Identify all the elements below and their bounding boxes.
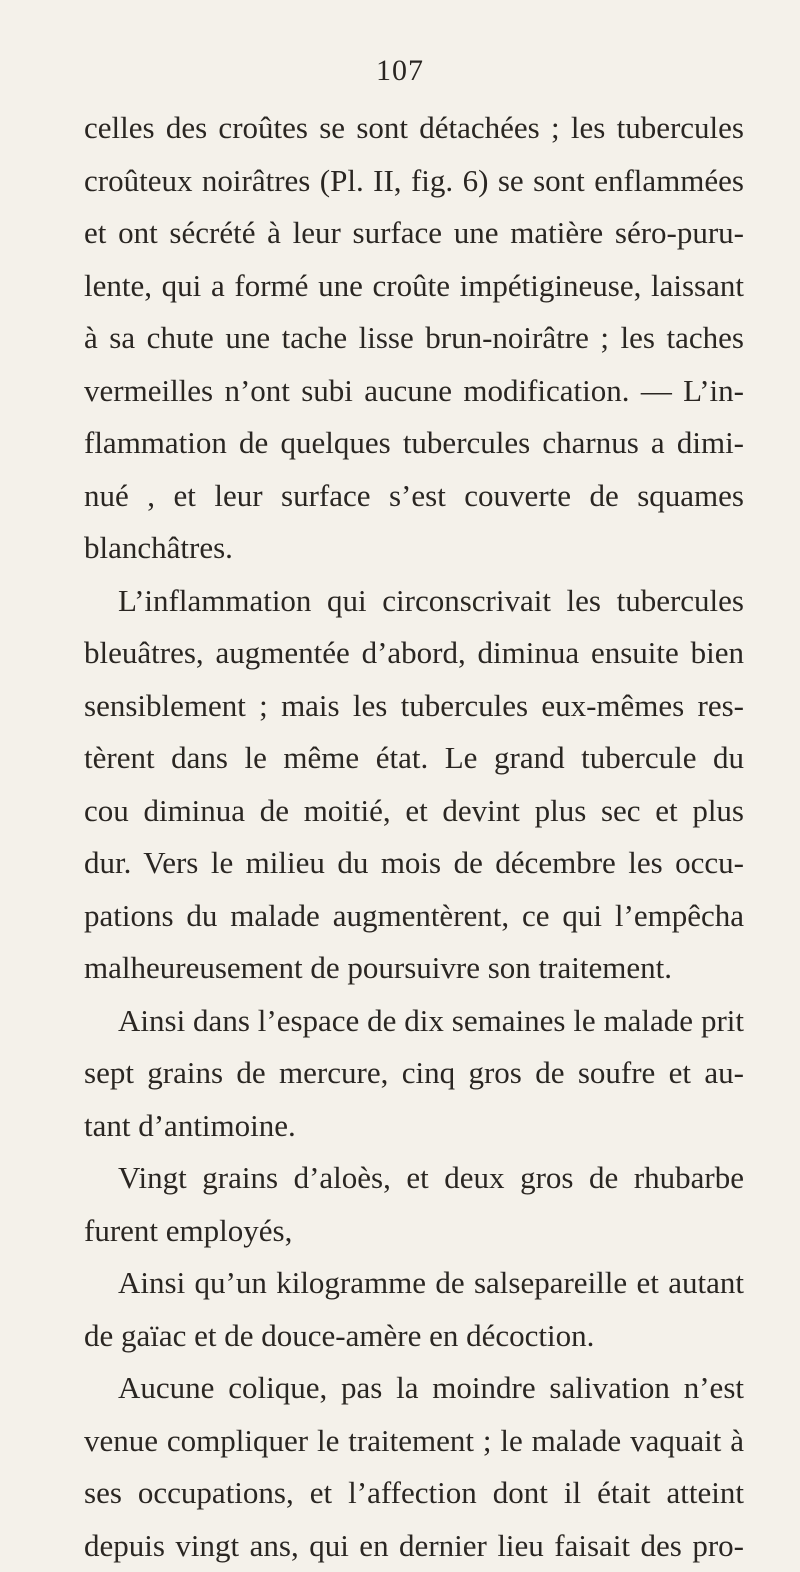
text-line: venue compliquer le traitement ; le malade vaquait à <box>84 1415 744 1468</box>
text-line: de gaïac et de douce-amère en décoction. <box>84 1310 744 1363</box>
page-number: 107 <box>0 54 800 88</box>
text-line: depuis vingt ans, qui en dernier lieu faisait des pro- <box>84 1520 744 1572</box>
text-line: tèrent dans le même état. Le grand tubercule du <box>84 732 744 785</box>
text-line: sept grains de mercure, cinq gros de soufre et au- <box>84 1047 744 1100</box>
text-line: sensiblement ; mais les tubercules eux-mêmes res- <box>84 680 744 733</box>
text-line: tant d’antimoine. <box>84 1100 744 1153</box>
text-line: lente, qui a formé une croûte impétigineuse, laissant <box>84 260 744 313</box>
text-line: cou diminua de moitié, et devint plus sec et plus <box>84 785 744 838</box>
text-line: dur. Vers le milieu du mois de décembre les occu- <box>84 837 744 890</box>
text-line: Ainsi dans l’espace de dix semaines le malade prit <box>84 995 744 1048</box>
text-line: Vingt grains d’aloès, et deux gros de rhubarbe <box>84 1152 744 1205</box>
text-line: pations du malade augmentèrent, ce qui l’empêcha <box>84 890 744 943</box>
text-line: ses occupations, et l’affection dont il était atteint <box>84 1467 744 1520</box>
text-line: et ont sécrété à leur surface une matière séro-puru- <box>84 207 744 260</box>
text-line: malheureusement de poursuivre son traitement. <box>84 942 744 995</box>
text-line: L’inflammation qui circonscrivait les tubercules <box>84 575 744 628</box>
text-line: Ainsi qu’un kilogramme de salsepareille et autant <box>84 1257 744 1310</box>
text-line: à sa chute une tache lisse brun-noirâtre ; les taches <box>84 312 744 365</box>
text-line: Aucune colique, pas la moindre salivation n’est <box>84 1362 744 1415</box>
text-line: blanchâtres. <box>84 522 744 575</box>
text-line: furent employés, <box>84 1205 744 1258</box>
text-line: flammation de quelques tubercules charnus a dimi- <box>84 417 744 470</box>
text-line: celles des croûtes se sont détachées ; les tubercules <box>84 102 744 155</box>
body-text <box>84 102 744 1572</box>
text-line: croûteux noirâtres (Pl. II, fig. 6) se sont enflammées <box>84 155 744 208</box>
text-line: nué , et leur surface s’est couverte de squames <box>84 470 744 523</box>
text-line: vermeilles n’ont subi aucune modification. — L’in- <box>84 365 744 418</box>
text-line: bleuâtres, augmentée d’abord, diminua ensuite bien <box>84 627 744 680</box>
